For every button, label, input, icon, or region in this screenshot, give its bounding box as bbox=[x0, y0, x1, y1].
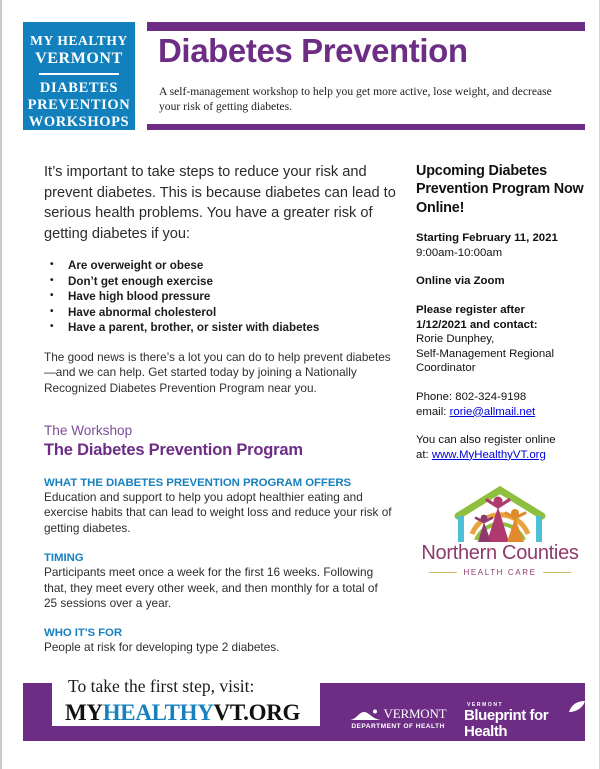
url-part-my: MY bbox=[65, 700, 103, 725]
house-family-icon bbox=[414, 482, 586, 546]
vdh-name-row bbox=[342, 707, 454, 721]
contact-name: Rorie Dunphey, bbox=[416, 333, 495, 346]
leaf-icon bbox=[568, 701, 586, 713]
url-part-healthy: HEALTHY bbox=[102, 700, 214, 725]
vdh-name: VERMONT bbox=[383, 706, 447, 721]
list-item: • Don’t get enough exercise bbox=[44, 274, 396, 290]
email-label: email: bbox=[416, 405, 450, 418]
spacer bbox=[416, 376, 592, 390]
spacer bbox=[416, 419, 592, 433]
brand-logo-box bbox=[23, 22, 135, 130]
bph-name-text: Blueprint for Health bbox=[464, 707, 549, 740]
section-body: Participants meet once a week for the first 16 weeks. Following that, they meet every other week, and then monthly for a total of 25 sessions over a year. bbox=[44, 565, 378, 611]
start-date: Starting February 11, 2021 bbox=[416, 232, 558, 245]
list-item: • Are overweight or obese bbox=[44, 258, 396, 274]
bph-vermont-label: VERMONT bbox=[467, 702, 504, 708]
footer-cta-text: To take the first step, visit: bbox=[68, 676, 255, 696]
risk-factor-list bbox=[44, 258, 396, 336]
vdh-subtitle: DEPARTMENT OF HEALTH bbox=[351, 723, 445, 730]
spacer bbox=[416, 260, 592, 274]
header-top-rule bbox=[147, 22, 585, 31]
mountain-icon bbox=[350, 708, 382, 721]
section-offers bbox=[44, 477, 396, 536]
section-who-its-for bbox=[44, 627, 396, 655]
bph-name bbox=[464, 708, 584, 740]
workshop-eyebrow: The Workshop bbox=[44, 423, 133, 438]
good-news-paragraph: The good news is there’s a lot you can do to help prevent diabetes—and we can help. Get started today by joining a Nationally Recognized Diabetes Prevention Program near you. bbox=[44, 349, 391, 395]
register-online-line-1: You can also register online bbox=[416, 434, 556, 447]
contact-phone: Phone: 802-324-9198 bbox=[416, 390, 527, 403]
page-title: Diabetes Prevention bbox=[158, 32, 468, 69]
register-online-row bbox=[416, 448, 592, 463]
page-subtitle: A self-management workshop to help you get more active, lose weight, and decrease your risk of getting diabetes. bbox=[159, 85, 552, 113]
brand-line-my-healthy: MY HEALTHY bbox=[30, 33, 128, 48]
brand-divider bbox=[39, 73, 119, 75]
footer-url bbox=[65, 700, 300, 726]
list-item: • Have high blood pressure bbox=[44, 289, 396, 305]
left-column bbox=[44, 162, 396, 656]
bph-tagline: Smart choices. Powerful tools. bbox=[481, 743, 567, 750]
spacer bbox=[416, 289, 592, 303]
section-body: People at risk for developing type 2 diabetes. bbox=[44, 640, 280, 655]
at-label: at: bbox=[416, 448, 432, 461]
brand-line-diabetes: DIABETES bbox=[39, 80, 119, 96]
nchc-tagline: HEALTH CARE bbox=[463, 568, 537, 577]
tagline-rule-right bbox=[543, 572, 571, 573]
start-time: 9:00am-10:00am bbox=[416, 246, 503, 259]
spacer bbox=[416, 217, 592, 231]
section-timing bbox=[44, 552, 396, 611]
upcoming-program-heading: Upcoming Diabetes Prevention Program Now Online! bbox=[416, 163, 584, 216]
workshop-title: The Diabetes Prevention Program bbox=[44, 441, 303, 459]
section-body: Education and support to help you adopt healthier eating and exercise habits that can lead to weight loss and reduce your risk of getting diabetes. bbox=[44, 490, 392, 535]
intro-paragraph: It’s important to take steps to reduce your risk and prevent diabetes. This is because diabetes can lead to serious health problems. You have a greater risk of getting diabetes if you: bbox=[44, 164, 396, 242]
section-heading: WHAT THE DIABETES PREVENTION PROGRAM OFFERS bbox=[44, 477, 352, 489]
contact-title-line-2: Coordinator bbox=[416, 362, 476, 375]
tagline-rule-left bbox=[429, 572, 457, 573]
website-link[interactable]: www.MyHealthyVT.org bbox=[431, 448, 546, 461]
list-item: • Have abnormal cholesterol bbox=[44, 305, 396, 321]
brand-line-workshops: WORKSHOPS bbox=[28, 114, 130, 130]
contact-email-row bbox=[416, 405, 592, 420]
brand-line-vermont: VERMONT bbox=[35, 50, 123, 67]
header-bottom-rule bbox=[147, 124, 585, 130]
register-after-line-2: 1/12/2021 and contact: bbox=[416, 318, 538, 331]
section-heading: WHO IT'S FOR bbox=[44, 627, 123, 640]
platform-label: Online via Zoom bbox=[416, 275, 505, 288]
northern-counties-logo bbox=[414, 482, 586, 586]
register-after-line-1: Please register after bbox=[416, 304, 525, 316]
url-part-vtorg: VT.ORG bbox=[213, 700, 301, 725]
nchc-wordmark: Northern Counties bbox=[421, 542, 579, 564]
brand-line-prevention: PREVENTION bbox=[27, 97, 131, 113]
blueprint-for-health-logo bbox=[464, 702, 584, 750]
contact-title-line-1: Self-Management Regional bbox=[416, 347, 555, 360]
workshop-block bbox=[44, 422, 396, 461]
email-link[interactable]: rorie@allmail.net bbox=[449, 405, 536, 418]
nchc-tagline-row bbox=[414, 568, 586, 577]
list-item: • Have a parent, brother, or sister with diabetes bbox=[44, 320, 396, 336]
vermont-department-of-health-logo bbox=[342, 707, 454, 730]
section-heading: TIMING bbox=[44, 552, 84, 565]
right-column bbox=[416, 162, 592, 462]
